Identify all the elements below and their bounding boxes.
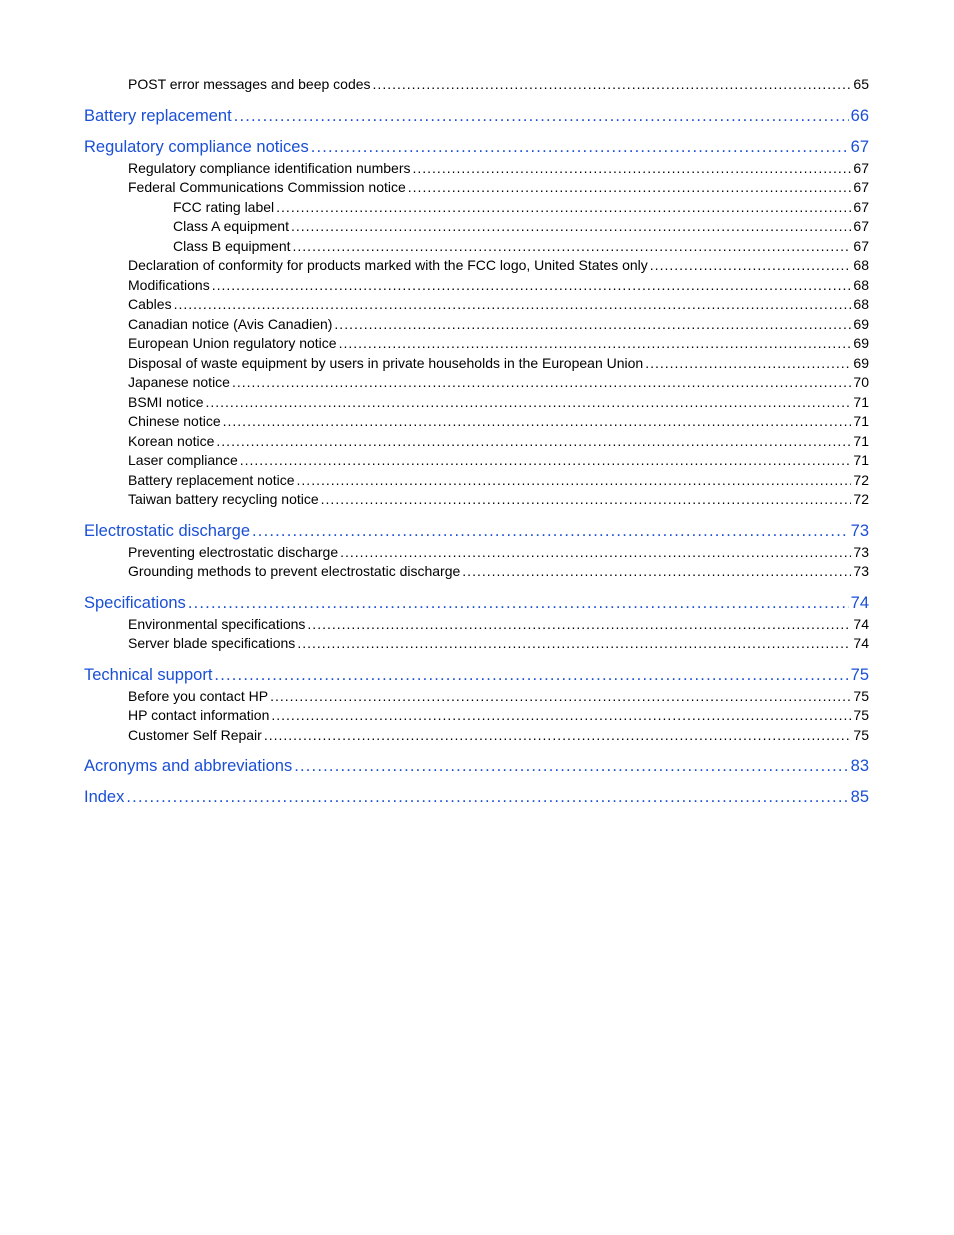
dot-leader bbox=[412, 159, 851, 179]
toc-page-number: 75 bbox=[853, 726, 869, 743]
dot-leader bbox=[294, 756, 848, 776]
toc-entry-title: POST error messages and beep codes bbox=[128, 76, 371, 92]
toc-section-link[interactable] bbox=[84, 687, 869, 707]
dot-leader bbox=[205, 393, 851, 413]
toc-page-number: 68 bbox=[853, 296, 869, 312]
dot-leader bbox=[174, 295, 852, 315]
toc-section-link[interactable] bbox=[84, 373, 869, 393]
dot-leader bbox=[271, 706, 851, 726]
toc-entry-title: Class B equipment bbox=[173, 237, 291, 254]
dot-leader bbox=[223, 412, 852, 432]
toc-section-link[interactable] bbox=[84, 198, 869, 218]
toc-entry-title: Battery replacement notice bbox=[128, 471, 295, 488]
toc-chapter-link[interactable] bbox=[84, 521, 869, 541]
toc-page-number: 67 bbox=[853, 198, 869, 215]
toc-page-number: 72 bbox=[853, 471, 869, 488]
dot-leader bbox=[270, 687, 851, 707]
toc-page-number: 67 bbox=[853, 218, 869, 234]
dot-leader bbox=[307, 615, 851, 635]
toc-page-number: 69 bbox=[853, 354, 869, 371]
dot-leader bbox=[373, 75, 852, 95]
toc-page-number: 69 bbox=[853, 335, 869, 351]
dot-leader bbox=[252, 521, 849, 541]
toc-entry-title: Canadian notice (Avis Canadien) bbox=[128, 315, 333, 332]
toc-entry-title: Declaration of conformity for products marked with the FCC logo, United States only bbox=[128, 257, 648, 273]
dot-leader bbox=[188, 593, 849, 613]
toc-section-link[interactable] bbox=[84, 471, 869, 491]
toc-page-number: 75 bbox=[853, 687, 869, 704]
toc-entry-title: HP contact information bbox=[128, 707, 270, 723]
toc-page-number: 67 bbox=[853, 237, 869, 254]
toc-entry-title: Japanese notice bbox=[128, 374, 230, 390]
dot-leader bbox=[339, 334, 852, 354]
toc-section-link[interactable] bbox=[84, 75, 869, 95]
toc-entry-title: Taiwan battery recycling notice bbox=[128, 491, 319, 507]
toc-entry-title: Technical support bbox=[84, 665, 213, 684]
toc-section-link[interactable] bbox=[84, 276, 869, 296]
toc-entry-title: Index bbox=[84, 788, 125, 806]
toc-page-number: 66 bbox=[850, 106, 869, 125]
dot-leader bbox=[232, 373, 851, 393]
toc-section-link[interactable] bbox=[84, 543, 869, 563]
toc-page-number: 83 bbox=[850, 757, 869, 775]
toc-entry-title: Korean notice bbox=[128, 432, 215, 449]
toc-section-link[interactable] bbox=[84, 490, 869, 510]
toc-chapter-link[interactable] bbox=[84, 756, 869, 776]
toc-entry-title: Federal Communications Commission notice bbox=[128, 179, 406, 195]
dot-leader bbox=[240, 451, 852, 471]
toc-entry-title: Server blade specifications bbox=[128, 635, 296, 651]
toc-entry-title: Cables bbox=[128, 296, 172, 312]
toc-entry-title: Disposal of waste equipment by users in private households in the European Union bbox=[128, 354, 644, 371]
toc-page-number: 65 bbox=[853, 76, 869, 92]
dot-leader bbox=[340, 543, 851, 563]
toc-entry-title: Acronyms and abbreviations bbox=[84, 757, 293, 775]
toc-section-link[interactable] bbox=[84, 334, 869, 354]
toc-section-link[interactable] bbox=[84, 393, 869, 413]
toc-section-link[interactable] bbox=[84, 615, 869, 635]
toc-page-number: 67 bbox=[853, 159, 869, 176]
dot-leader bbox=[321, 490, 852, 510]
dot-leader bbox=[293, 237, 852, 257]
toc-page-number: 71 bbox=[853, 452, 869, 468]
toc-page-number: 68 bbox=[853, 257, 869, 273]
toc-section-link[interactable] bbox=[84, 256, 869, 276]
toc-section-link[interactable] bbox=[84, 562, 869, 582]
toc-entry-title: European Union regulatory notice bbox=[128, 335, 337, 351]
toc-page-number: 71 bbox=[853, 393, 869, 410]
toc-entry-title: Class A equipment bbox=[173, 218, 289, 234]
dot-leader bbox=[334, 315, 851, 335]
toc-section-link[interactable] bbox=[84, 217, 869, 237]
toc-entry-title: FCC rating label bbox=[173, 198, 275, 215]
toc-section-link[interactable] bbox=[84, 315, 869, 335]
toc-page-number: 71 bbox=[853, 413, 869, 429]
toc-section-link[interactable] bbox=[84, 451, 869, 471]
toc-page-number: 67 bbox=[853, 179, 869, 195]
dot-leader bbox=[311, 137, 849, 157]
toc-section-link[interactable] bbox=[84, 354, 869, 374]
toc-page-number: 72 bbox=[853, 491, 869, 507]
dot-leader bbox=[234, 106, 849, 126]
toc-page-number: 73 bbox=[850, 521, 869, 540]
toc-entry-title: Before you contact HP bbox=[128, 687, 269, 704]
toc-chapter-link[interactable] bbox=[84, 787, 869, 807]
dot-leader bbox=[214, 665, 848, 685]
toc-entry-title: Laser compliance bbox=[128, 452, 238, 468]
toc-entry-title: Regulatory compliance notices bbox=[84, 137, 309, 156]
toc-section-link[interactable] bbox=[84, 432, 869, 452]
toc-page-number: 68 bbox=[853, 276, 869, 293]
toc-entry-title: Grounding methods to prevent electrostatic discharge bbox=[128, 563, 461, 579]
toc-section-link[interactable] bbox=[84, 726, 869, 746]
toc-section-link[interactable] bbox=[84, 634, 869, 654]
toc-page-number: 73 bbox=[853, 563, 869, 579]
toc-chapter-link[interactable] bbox=[84, 665, 869, 685]
toc-entry-title: Battery replacement bbox=[84, 106, 232, 125]
toc-page-number: 75 bbox=[853, 707, 869, 723]
toc-chapter-link[interactable] bbox=[84, 593, 869, 613]
toc-chapter-link[interactable] bbox=[84, 137, 869, 157]
toc-page-number: 85 bbox=[850, 788, 869, 806]
toc-section-link[interactable] bbox=[84, 159, 869, 179]
dot-leader bbox=[408, 178, 852, 198]
toc-section-link[interactable] bbox=[84, 706, 869, 726]
dot-leader bbox=[645, 354, 851, 374]
toc-page-number: 70 bbox=[853, 374, 869, 390]
toc-page-number: 67 bbox=[850, 137, 869, 156]
table-of-contents bbox=[84, 75, 869, 809]
toc-page-number: 74 bbox=[853, 615, 869, 632]
toc-entry-title: Specifications bbox=[84, 593, 186, 612]
toc-entry-title: Preventing electrostatic discharge bbox=[128, 543, 339, 560]
toc-page-number: 71 bbox=[853, 432, 869, 449]
dot-leader bbox=[126, 787, 848, 807]
toc-page-number: 73 bbox=[853, 543, 869, 560]
toc-entry-title: Environmental specifications bbox=[128, 615, 306, 632]
toc-entry-title: Modifications bbox=[128, 276, 210, 293]
toc-chapter-link[interactable] bbox=[84, 106, 869, 126]
dot-leader bbox=[297, 471, 852, 491]
toc-page-number: 75 bbox=[850, 665, 869, 684]
toc-page-number: 74 bbox=[850, 593, 869, 612]
toc-entry-title: Customer Self Repair bbox=[128, 726, 262, 743]
toc-section-link[interactable] bbox=[84, 295, 869, 315]
dot-leader bbox=[264, 726, 852, 746]
toc-entry-title: Regulatory compliance identification numbers bbox=[128, 159, 411, 176]
dot-leader bbox=[216, 432, 851, 452]
dot-leader bbox=[212, 276, 852, 296]
toc-entry-title: BSMI notice bbox=[128, 393, 204, 410]
dot-leader bbox=[291, 217, 851, 237]
dot-leader bbox=[297, 634, 851, 654]
dot-leader bbox=[650, 256, 852, 276]
toc-page-number: 74 bbox=[853, 635, 869, 651]
toc-section-link[interactable] bbox=[84, 237, 869, 257]
toc-section-link[interactable] bbox=[84, 412, 869, 432]
dot-leader bbox=[462, 562, 851, 582]
toc-section-link[interactable] bbox=[84, 178, 869, 198]
toc-entry-title: Electrostatic discharge bbox=[84, 521, 250, 540]
toc-page-number: 69 bbox=[853, 315, 869, 332]
dot-leader bbox=[276, 198, 851, 218]
toc-entry-title: Chinese notice bbox=[128, 413, 221, 429]
